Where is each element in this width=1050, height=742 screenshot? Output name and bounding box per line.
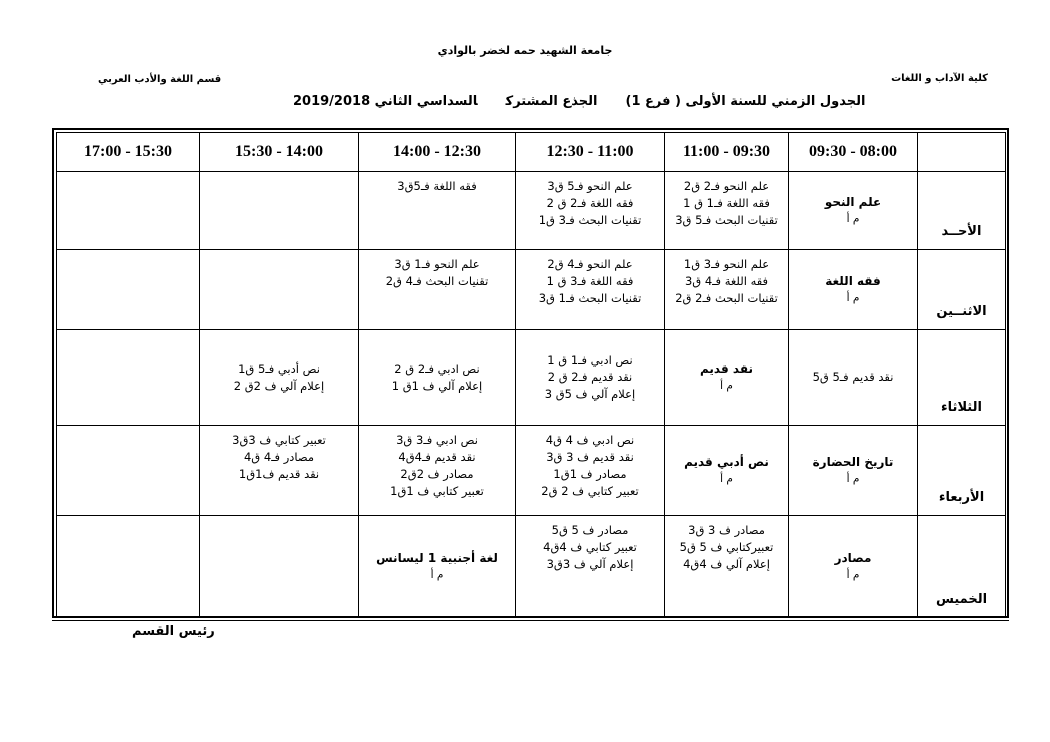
session-cell <box>359 516 516 618</box>
day-row <box>57 516 1006 618</box>
faculty-name: كلية الآداب و اللغات <box>891 73 988 84</box>
session-line: مصادر فـ4 ق4 <box>243 450 315 464</box>
track-label: الجذع المشترك <box>505 94 598 109</box>
time-slot-header: 15:30 - 17:00 <box>57 133 200 172</box>
day-cell <box>918 426 1006 516</box>
session-cell <box>57 250 200 330</box>
session-line: نص ادبي ف 4 ق4 <box>545 433 635 447</box>
session-line: إعلام آلي ف 3ق3 <box>546 557 634 571</box>
session-line: تقنيات البحث فـ2 ق2 <box>675 291 778 305</box>
session-line: علم النحو فـ5 ق3 <box>547 179 633 193</box>
header-row <box>57 133 1006 172</box>
session-line: نقد قديم ف 3 ق3 <box>546 450 634 464</box>
day-label: الأربعاء <box>938 490 985 505</box>
lecture-title: تاريخ الحضارة <box>812 454 894 469</box>
session-line: علم النحو فـ2 ق2 <box>683 179 770 193</box>
session-cell <box>665 330 789 426</box>
session-cell <box>516 516 665 618</box>
schedule-title: الجدول الزمني للسنة الأولى ( فرع 1) <box>625 94 866 109</box>
corner-cell <box>918 133 1006 172</box>
session-line: مصادر ف 5 ق5 <box>551 523 629 537</box>
university-name: جامعة الشهيد حمه لخضر بالوادي <box>437 44 613 57</box>
session-line: إعلام آلي ف 2ق 2 <box>233 378 325 393</box>
session-cell <box>57 330 200 426</box>
day-row <box>57 250 1006 330</box>
session-line: نقد قديم فـ4ق4 <box>398 450 476 464</box>
time-slot-header: 14:00 - 15:30 <box>200 133 359 172</box>
session-line: تقنيات البحث فـ3 ق1 <box>538 213 642 227</box>
day-row <box>57 426 1006 516</box>
session-line: تعبيركتابي ف 5 ق5 <box>679 540 774 554</box>
session-line: تقنيات البحث فـ1 ق3 <box>538 291 642 305</box>
session-cell <box>516 330 665 426</box>
session-cell <box>665 516 789 618</box>
schedule-table <box>56 132 1006 618</box>
day-row <box>57 172 1006 250</box>
session-line: علم النحو فـ3 ق1 <box>683 257 770 271</box>
session-line: نقد قديم ف1ق1 <box>238 467 320 481</box>
lecture-room: م أ <box>846 568 860 581</box>
day-cell <box>918 516 1006 618</box>
session-line: تقنيات البحث فـ4 ق2 <box>385 274 489 288</box>
session-line: نص أدبي فـ5 ق1 <box>238 361 320 376</box>
session-line: فقه اللغة فـ2 ق 2 <box>546 196 634 210</box>
lecture-room: م أ <box>720 472 733 485</box>
session-cell <box>200 426 359 516</box>
session-line: تعبير كتابي ف 3ق3 <box>232 433 326 447</box>
lecture-room: م أ <box>430 568 444 581</box>
session-line: نقد قديم فـ5 ق5 <box>812 370 894 384</box>
signature-label: رئيس القسم <box>132 624 215 639</box>
session-cell <box>57 516 200 618</box>
session-cell <box>200 172 359 250</box>
session-cell <box>359 250 516 330</box>
session-cell <box>359 426 516 516</box>
bottom-rule <box>52 620 1009 621</box>
session-cell <box>516 250 665 330</box>
lecture-room: م أ <box>846 291 860 304</box>
lecture-room: م أ <box>846 472 860 485</box>
session-line: نص ادبي فـ2 ق 2 <box>394 361 480 376</box>
session-line: مصادر ف 3 ق3 <box>688 523 765 537</box>
session-cell <box>665 426 789 516</box>
session-line: نقد قديم فـ2 ق 2 <box>547 370 633 384</box>
session-cell <box>789 426 918 516</box>
schedule-frame <box>52 128 1009 618</box>
session-cell <box>359 330 516 426</box>
time-slot-header: 08:00 - 09:30 <box>789 133 918 172</box>
lecture-title: نص أدبي قديم <box>684 454 769 469</box>
day-label: الاثنــين <box>936 304 987 319</box>
session-cell <box>789 330 918 426</box>
lecture-room: م أ <box>720 379 733 392</box>
session-line: نص ادبي فـ3 ق3 <box>396 433 478 447</box>
day-cell <box>918 330 1006 426</box>
day-cell <box>918 250 1006 330</box>
session-line: فقه اللغة فـ4 ق3 <box>684 274 769 288</box>
session-line: مصادر ف 1ق1 <box>553 467 627 481</box>
session-line: فقه اللغة فـ1 ق 1 <box>683 196 770 210</box>
time-slot-header: 12:30 - 14:00 <box>359 133 516 172</box>
session-line: تعبير كتابي ف 4ق4 <box>543 540 637 554</box>
session-cell <box>665 172 789 250</box>
day-label: الخميس <box>935 592 988 607</box>
schedule-title-bar <box>265 94 865 109</box>
session-line: علم النحو فـ4 ق2 <box>547 257 633 271</box>
session-cell <box>200 330 359 426</box>
session-cell <box>200 250 359 330</box>
time-slot-header: 09:30 - 11:00 <box>665 133 789 172</box>
day-cell <box>918 172 1006 250</box>
session-cell <box>789 516 918 618</box>
time-slot-header: 11:00 - 12:30 <box>516 133 665 172</box>
session-cell <box>200 516 359 618</box>
session-line: علم النحو فـ1 ق3 <box>394 257 480 271</box>
session-cell <box>789 172 918 250</box>
day-label: الأحــد <box>941 224 982 239</box>
session-cell <box>57 426 200 516</box>
session-line: إعلام آلي ف 4ق4 <box>683 557 770 571</box>
day-row <box>57 330 1006 426</box>
session-line: فقه اللغة فـ3 ق 1 <box>546 274 634 288</box>
session-line: تعبير كتابي ف 1ق1 <box>390 484 484 498</box>
session-cell <box>665 250 789 330</box>
session-line: فقه اللغة فـ5ق3 <box>397 179 477 193</box>
session-line: نص ادبي فـ1 ق 1 <box>547 353 633 367</box>
day-label: الثلاثاء <box>941 400 982 415</box>
session-line: مصادر ف 2ق2 <box>400 467 474 481</box>
session-line: تعبير كتابي ف 2 ق2 <box>541 484 639 498</box>
lecture-title: فقه اللغة <box>825 273 881 288</box>
lecture-room: م أ <box>846 212 860 225</box>
session-cell <box>789 250 918 330</box>
session-line: إعلام آلي ف 5ق 3 <box>544 387 636 401</box>
session-cell <box>516 426 665 516</box>
lecture-title: علم النحو <box>824 194 882 209</box>
session-line: تقنيات البحث فـ5 ق3 <box>675 213 778 227</box>
lecture-title: مصادر <box>834 550 872 565</box>
department-name: قسم اللغة والأدب العربي <box>98 74 222 85</box>
lecture-title: لغة أجنبية 1 ليسانس <box>376 550 498 565</box>
session-cell <box>57 172 200 250</box>
semester-label: السداسي الثاني 2019/2018 <box>293 94 478 109</box>
session-cell <box>359 172 516 250</box>
session-line: إعلام آلي ف 1ق 1 <box>391 378 483 393</box>
lecture-title: نقد قديم <box>700 361 753 376</box>
session-cell <box>516 172 665 250</box>
